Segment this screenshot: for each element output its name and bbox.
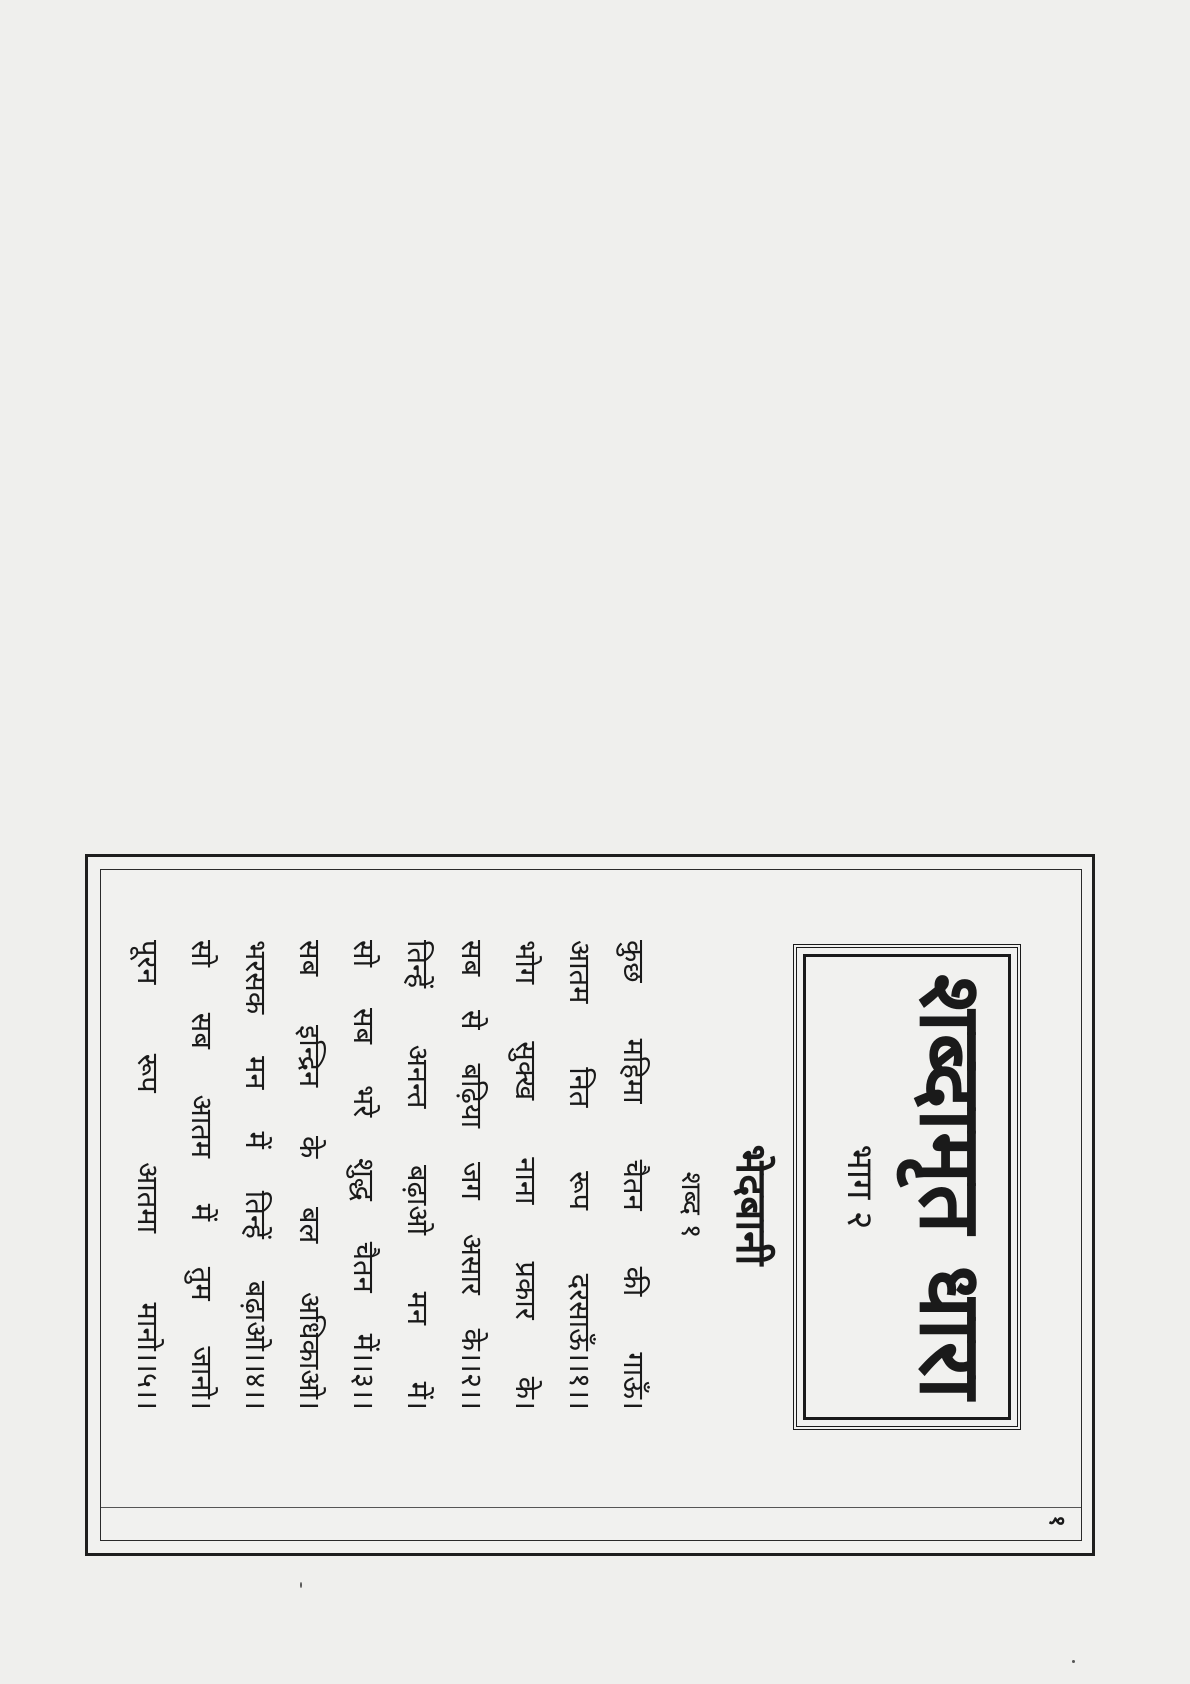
shabd-number: शब्द १ [675, 1171, 708, 1239]
verse-line: भरसक मन में तिन्हें बढ़ाओ।।४।। [239, 940, 273, 1410]
title-box [793, 944, 1021, 1430]
page-number: १ [1044, 1515, 1069, 1527]
book-title: शब्दामृत धारा [900, 973, 1000, 1401]
outer-page-border [85, 854, 1095, 1556]
margin-rule [101, 1507, 1081, 1509]
book-part: भाग २ [839, 1144, 880, 1230]
rotated-book-page [85, 854, 1095, 1556]
scan-speck [300, 1582, 302, 1588]
inner-page-border [100, 869, 1082, 1541]
verse-line: सब से बढ़िया जग असार के।।२।। [455, 940, 489, 1410]
verse-line: भोग सुक्ख नाना प्रकार के। [509, 940, 543, 1410]
verse-line: आतम नित रूप दरसाऊँ।।१।। [563, 940, 597, 1410]
verse-line: कुछ महिमा चैतन की गाऊँ। [617, 940, 651, 1410]
verse-line: सब इन्द्रिन के बल अधिकाओ। [293, 940, 327, 1410]
scan-speck [1072, 1660, 1075, 1663]
verse-line: सो सब आतम में तुम जानो। [185, 940, 219, 1410]
verse-line: सो सब भरे शुद्ध चैतन में।।३।। [347, 940, 381, 1410]
verse-lines [121, 940, 661, 1410]
verse-line: तिन्हें अनन्त बढ़ाओ मन में। [401, 940, 435, 1410]
verse-line: पूरन रूप आतमा मानो।।५।। [131, 940, 165, 1410]
section-heading: भेदबानी [727, 1144, 776, 1266]
